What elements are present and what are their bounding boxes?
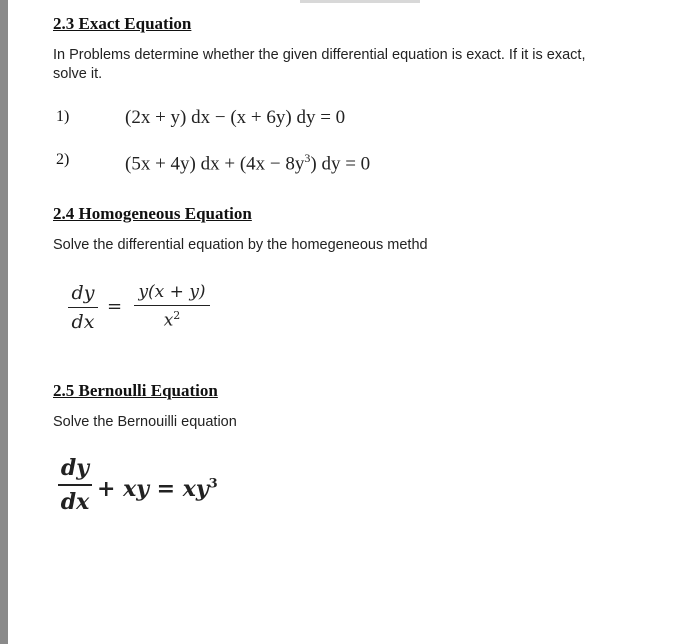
bernoulli-lhs-denominator: dx [60, 489, 90, 515]
bernoulli-rhs-text: + xy = xy [97, 476, 209, 502]
homogeneous-lhs-denominator: dx [71, 311, 95, 334]
top-edge-strip [300, 0, 420, 3]
left-margin-bar [0, 0, 8, 644]
problem-1-number: 1) [56, 108, 70, 125]
bernoulli-lhs-bar [58, 484, 92, 486]
homogeneous-rhs-numerator: y(x + y) [138, 282, 206, 302]
homogeneous-instructions: Solve the differential equation by the homegeneous methd [53, 237, 428, 253]
bernoulli-equation-heading: 2.5 Bernoulli Equation [53, 381, 218, 400]
homogeneous-equals: = [107, 296, 123, 317]
exact-instructions [53, 46, 683, 84]
problem-1-equation: (2x + y) dx − (x + 6y) dy = 0 [125, 107, 346, 128]
exact-instructions-line1: In Problems determine whether the given differential equation is exact. If it is exact, [53, 47, 586, 63]
problem-2-equation [125, 151, 370, 175]
problem-2-exponent: 3 [304, 151, 311, 165]
problem-2-number: 2) [56, 151, 70, 168]
problem-2-equation-post: ) dy = 0 [310, 153, 371, 175]
bernoulli-lhs-numerator: dy [60, 455, 90, 481]
homogeneous-equation-heading: 2.4 Homogeneous Equation [53, 204, 252, 223]
homogeneous-lhs-numerator: dy [71, 282, 95, 304]
homogeneous-lhs-fraction [68, 282, 98, 333]
exact-equation-heading: 2.3 Exact Equation [53, 14, 192, 33]
homogeneous-lhs-bar [68, 307, 98, 308]
homogeneous-rhs-den-exp: 2 [173, 309, 181, 323]
homogeneous-rhs-fraction [134, 282, 210, 331]
exact-instructions-line2: solve it. [53, 66, 103, 82]
homogeneous-rhs-denominator [134, 309, 210, 331]
bernoulli-exponent: 3 [208, 476, 218, 492]
homogeneous-rhs-bar [134, 305, 210, 306]
homogeneous-rhs-den-base: x [163, 311, 174, 332]
bernoulli-rhs [97, 476, 218, 502]
bernoulli-lhs-fraction [58, 455, 92, 515]
bernoulli-instructions: Solve the Bernouilli equation [53, 414, 237, 430]
problem-2-equation-pre: (5x + 4y) dx + (4x − 8y [125, 153, 305, 175]
